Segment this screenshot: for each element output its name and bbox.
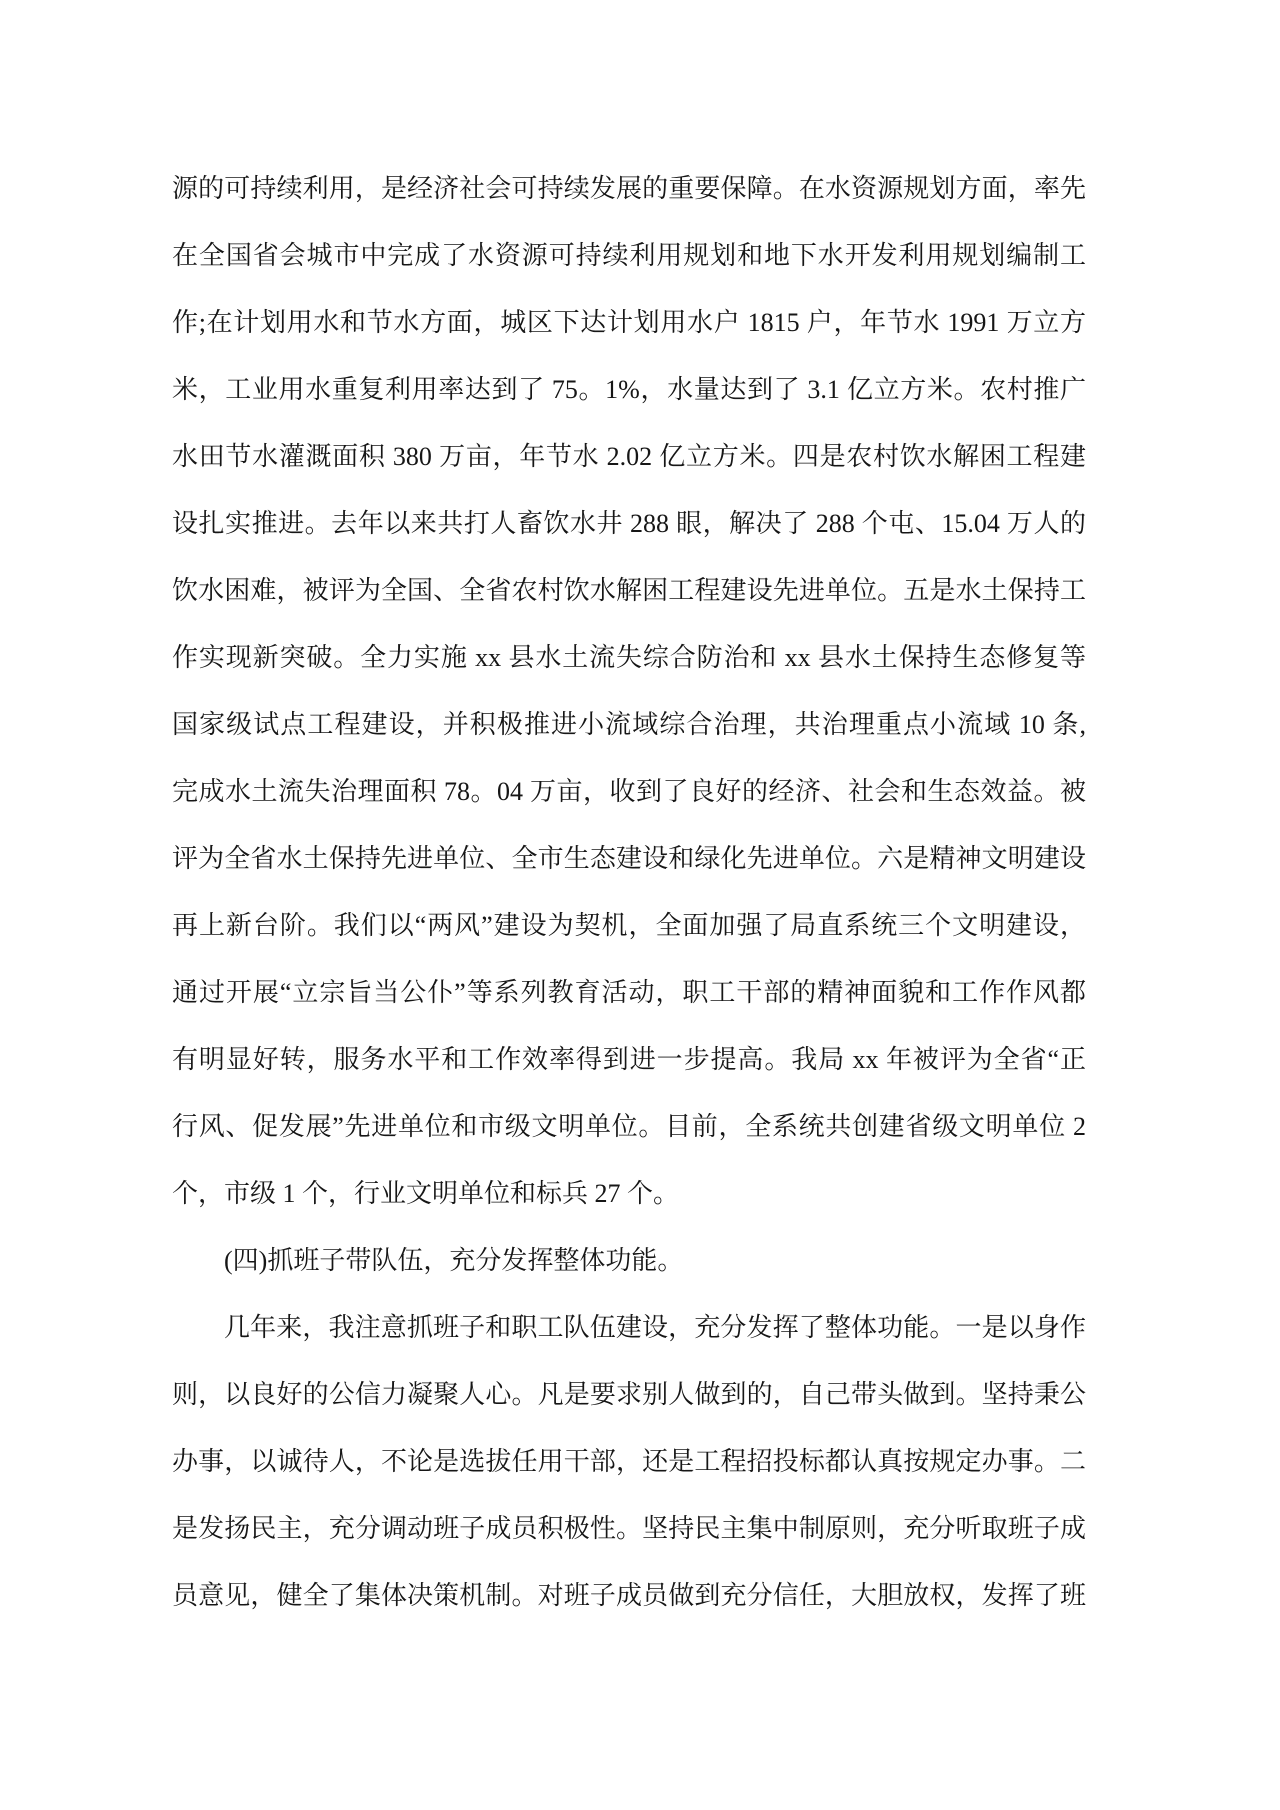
text-line: 在全国省会城市中完成了水资源可持续利用规划和地下水开发利用规划编制工 [172, 241, 1086, 270]
text-line: 完成水土流失治理面积 78。04 万亩，收到了良好的经济、社会和生态效益。被 [172, 777, 1086, 806]
text-line: 办事，以诚待人，不论是选拔任用干部，还是工程招投标都认真按规定办事。二 [172, 1447, 1086, 1476]
text-line: 通过开展“立宗旨当公仆”等系列教育活动，职工干部的精神面貌和工作作风都 [172, 978, 1086, 1007]
text-line: 则，以良好的公信力凝聚人心。凡是要求别人做到的，自己带头做到。坚持秉公 [172, 1380, 1086, 1409]
text-line: (四)抓班子带队伍，充分发挥整体功能。 [224, 1246, 684, 1275]
text-line: 饮水困难，被评为全国、全省农村饮水解困工程建设先进单位。五是水土保持工 [172, 576, 1086, 605]
text-line: 水田节水灌溉面积 380 万亩，年节水 2.02 亿立方米。四是农村饮水解困工程建 [172, 442, 1086, 471]
text-line: 几年来，我注意抓班子和职工队伍建设，充分发挥了整体功能。一是以身作 [224, 1313, 1086, 1342]
text-line: 评为全省水土保持先进单位、全市生态建设和绿化先进单位。六是精神文明建设 [172, 844, 1086, 873]
text-line: 作实现新突破。全力实施 xx 县水土流失综合防治和 xx 县水土保持生态修复等 [172, 643, 1086, 672]
text-line: 设扎实推进。去年以来共打人畜饮水井 288 眼，解决了 288 个屯、15.04 万人的 [172, 509, 1086, 538]
text-line: 再上新台阶。我们以“两风”建设为契机，全面加强了局直系统三个文明建设， [172, 911, 1086, 940]
text-line: 源的可持续利用，是经济社会可持续发展的重要保障。在水资源规划方面，率先 [172, 174, 1086, 203]
text-line: 是发扬民主，充分调动班子成员积极性。坚持民主集中制原则，充分听取班子成 [172, 1514, 1086, 1543]
text-line: 个，市级 1 个，行业文明单位和标兵 27 个。 [172, 1179, 680, 1208]
text-line: 米，工业用水重复利用率达到了 75。1%，水量达到了 3.1 亿立方米。农村推广 [172, 375, 1086, 404]
text-line: 员意见，健全了集体决策机制。对班子成员做到充分信任，大胆放权，发挥了班 [172, 1581, 1086, 1610]
text-line: 作;在计划用水和节水方面，城区下达计划用水户 1815 户，年节水 1991 万立方 [172, 308, 1086, 337]
text-line: 国家级试点工程建设，并积极推进小流域综合治理，共治理重点小流域 10 条, [172, 710, 1086, 739]
text-line: 行风、促发展”先进单位和市级文明单位。目前，全系统共创建省级文明单位 2 [172, 1112, 1086, 1141]
document-body [172, 155, 1086, 1629]
text-line: 有明显好转，服务水平和工作效率得到进一步提高。我局 xx 年被评为全省“正 [172, 1045, 1086, 1074]
